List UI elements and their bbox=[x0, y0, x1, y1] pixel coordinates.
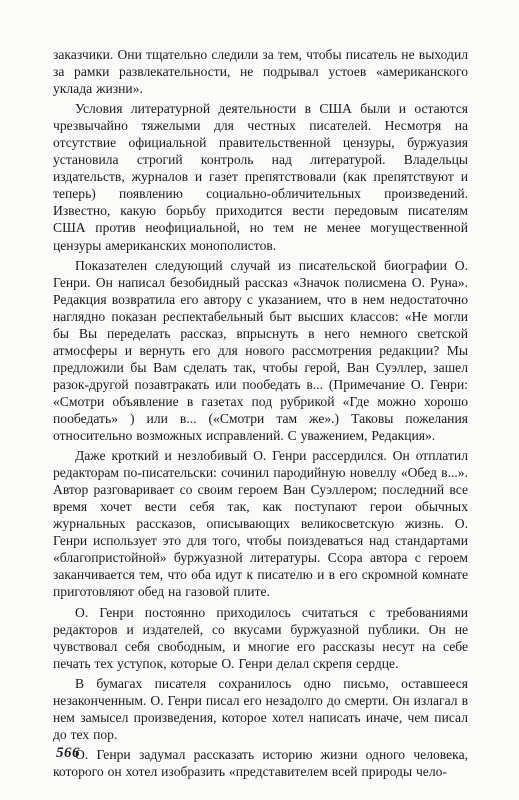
page-number: 566 bbox=[56, 745, 80, 761]
paragraph-3: Показателен следующий случай из писательской биографии О. Генри. Он написал безобидный рассказ «Значок полисмена О. Руна». Редакция возвратила его автору с указанием, что в нем недостаточно наглядно показан респектабельный быт высших классов: «Не могли бы Вы переделать рассказ, впрыснуть в него немного светской атмосферы и вернуть его для нового рассмотрения редакции? Мы предложили бы Вам сделать так, чтобы герой, Ван Суэллер, зашел разок-другой позавтракать или пообедать в... (Примечание О. Генри: «Смотри объявление в газетах под рубрикой «Где можно хорошо пообедать» ) или в... («Смотри там же».) Таковы пожелания относительно возможных исправлений. С уважением, Редакция». bbox=[53, 257, 468, 444]
paragraph-6: В бумагах писателя сохранилось одно письмо, оставшееся незаконченным. О. Генри писал его незадолго до смерти. Он излагал в нем замысел произведения, которое хотел написать иначе, чем писал до тех пор. bbox=[53, 675, 468, 742]
body-text bbox=[53, 46, 468, 780]
paragraph-4: Даже кроткий и незлобивый О. Генри рассердился. Он отплатил редакторам по-писательски: сочинил пародийную новеллу «Обед в...». Автор разговаривает со своим героем Ван Суэллером; последний все время хочет вести себя так, как поступают герои обычных журнальных рассказов, описывающих великосветскую жизнь. О. Генри использует это для того, чтобы поиздеваться над стандартами «благопристойной» буржуазной литературы. Ссора автора с героем заканчивается тем, что оба идут к писателю и в его скромной комнате приготовляют обед на газовой плите. bbox=[53, 448, 468, 600]
paragraph-5: О. Генри постоянно приходилось считаться с требованиями редакторов и издателей, со вкусами буржуазной публики. Он не чувствовал себя свободным, и многие его рассказы несут на себе печать тех уступок, которые О. Генри делал скрепя сердце. bbox=[53, 604, 468, 671]
paragraph-7: О. Генри задумал рассказать историю жизни одного человека, которого он хотел изобразить «представителем всей природы чело- bbox=[53, 746, 468, 779]
paragraph-2: Условия литературной деятельности в США были и остаются чрезвычайно тяжелыми для честных писателей. Несмотря на отсутствие официальной правительственной цензуры, буржуазия установила строгий контроль над литературой. Владельцы издательств, журналов и газет препятствовали (как препятствуют и теперь) появлению социально-обличительных произведений. Известно, какую борьбу приходится вести передовым писателям США против неофициальной, но тем не менее могущественной цензуры американских монополистов. bbox=[53, 101, 468, 253]
paragraph-1: заказчики. Они тщательно следили за тем, чтобы писатель не выходил за рамки развлекательности, не подрывал устоев «американского уклада жизни». bbox=[53, 47, 468, 97]
